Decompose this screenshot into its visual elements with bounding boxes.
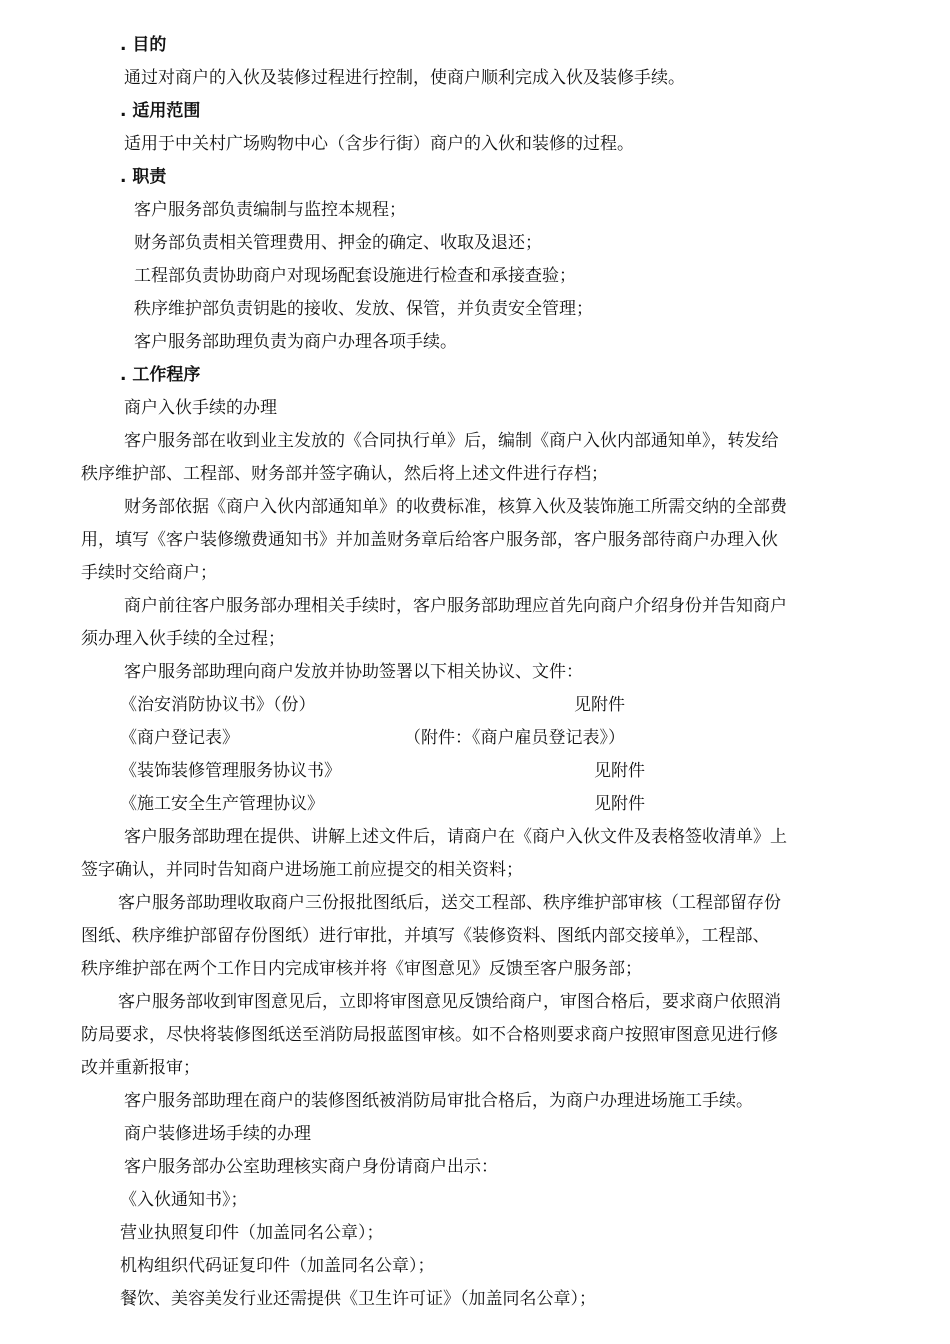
section-heading-responsibilities: . 职责: [120, 167, 167, 187]
subheading-renovation-entry: 商户装修进场手续的办理: [124, 1124, 311, 1144]
paragraph-line: 秩序维护部、工程部、财务部并签字确认，然后将上述文件进行存档；: [81, 464, 608, 484]
paragraph-line: 须办理入伙手续的全过程；: [81, 629, 285, 649]
paragraph-line: 客户服务部助理向商户发放并协助签署以下相关协议、文件：: [124, 662, 583, 682]
section-heading-scope: . 适用范围: [120, 101, 201, 121]
doc-note: （附件：《商户雇员登记表》）: [404, 728, 625, 748]
paragraph-line: 客户服务部办公室助理核实商户身份请商户出示：: [124, 1157, 498, 1177]
purpose-text: 通过对商户的入伙及装修过程进行控制，使商户顺利完成入伙及装修手续。: [124, 68, 685, 88]
section-heading-procedure: . 工作程序: [120, 365, 201, 385]
paragraph-line: 商户前往客户服务部办理相关手续时，客户服务部助理应首先向商户介绍身份并告知商户: [124, 596, 787, 616]
responsibility-item: 客户服务部助理负责为商户办理各项手续。: [134, 332, 457, 352]
paragraph-line: 财务部依据《商户入伙内部通知单》的收费标准，核算入伙及装饰施工所需交纳的全部费: [124, 497, 787, 517]
paragraph-line: 客户服务部在收到业主发放的《合同执行单》后，编制《商户入伙内部通知单》，转发给: [124, 431, 779, 451]
paragraph-line: 客户服务部助理在提供、讲解上述文件后，请商户在《商户入伙文件及表格签收清单》上: [124, 827, 787, 847]
subheading-move-in: 商户入伙手续的办理: [124, 398, 277, 418]
responsibility-item: 秩序维护部负责钥匙的接收、发放、保管，并负责安全管理；: [134, 299, 593, 319]
requirement-item: 《入伙通知书》；: [120, 1190, 248, 1210]
responsibility-item: 工程部负责协助商户对现场配套设施进行检查和承接查验；: [134, 266, 576, 286]
responsibility-item: 客户服务部负责编制与监控本规程；: [134, 200, 406, 220]
doc-note: 见附件: [574, 695, 625, 715]
paragraph-line: 客户服务部助理收取商户三份报批图纸后，送交工程部、秩序维护部审核（工程部留存份: [118, 893, 781, 913]
requirement-item: 机构组织代码证复印件（加盖同名公章）；: [120, 1256, 435, 1276]
doc-note: 见附件: [594, 761, 645, 781]
scope-text: 适用于中关村广场购物中心（含步行街）商户的入伙和装修的过程。: [124, 134, 634, 154]
doc-name: 《治安消防协议书》（份）: [120, 695, 316, 715]
doc-note: 见附件: [594, 794, 645, 814]
paragraph-line: 改并重新报审；: [81, 1058, 200, 1078]
doc-name: 《装饰装修管理服务协议书》: [120, 761, 341, 781]
doc-name: 《商户登记表》: [120, 728, 239, 748]
paragraph-line: 客户服务部收到审图意见后，立即将审图意见反馈给商户，审图合格后，要求商户依照消: [118, 992, 781, 1012]
doc-name: 《施工安全生产管理协议》: [120, 794, 324, 814]
paragraph-line: 客户服务部助理在商户的装修图纸被消防局审批合格后，为商户办理进场施工手续。: [124, 1091, 753, 1111]
paragraph-line: 秩序维护部在两个工作日内完成审核并将《审图意见》反馈至客户服务部；: [81, 959, 642, 979]
requirement-item: 营业执照复印件（加盖同名公章）；: [120, 1223, 384, 1243]
paragraph-line: 手续时交给商户；: [81, 563, 217, 583]
requirement-item: 餐饮、美容美发行业还需提供《卫生许可证》（加盖同名公章）；: [120, 1289, 596, 1309]
paragraph-line: 防局要求，尽快将装修图纸送至消防局报蓝图审核。如不合格则要求商户按照审图意见进行修: [81, 1025, 778, 1045]
section-heading-purpose: . 目的: [120, 35, 167, 55]
responsibility-item: 财务部负责相关管理费用、押金的确定、收取及退还；: [134, 233, 542, 253]
paragraph-line: 图纸、秩序维护部留存份图纸）进行审批，并填写《装修资料、图纸内部交接单》，工程部、: [81, 926, 770, 946]
paragraph-line: 用，填写《客户装修缴费通知书》并加盖财务章后给客户服务部，客户服务部待商户办理入伙: [81, 530, 778, 550]
paragraph-line: 签字确认，并同时告知商户进场施工前应提交的相关资料；: [81, 860, 523, 880]
